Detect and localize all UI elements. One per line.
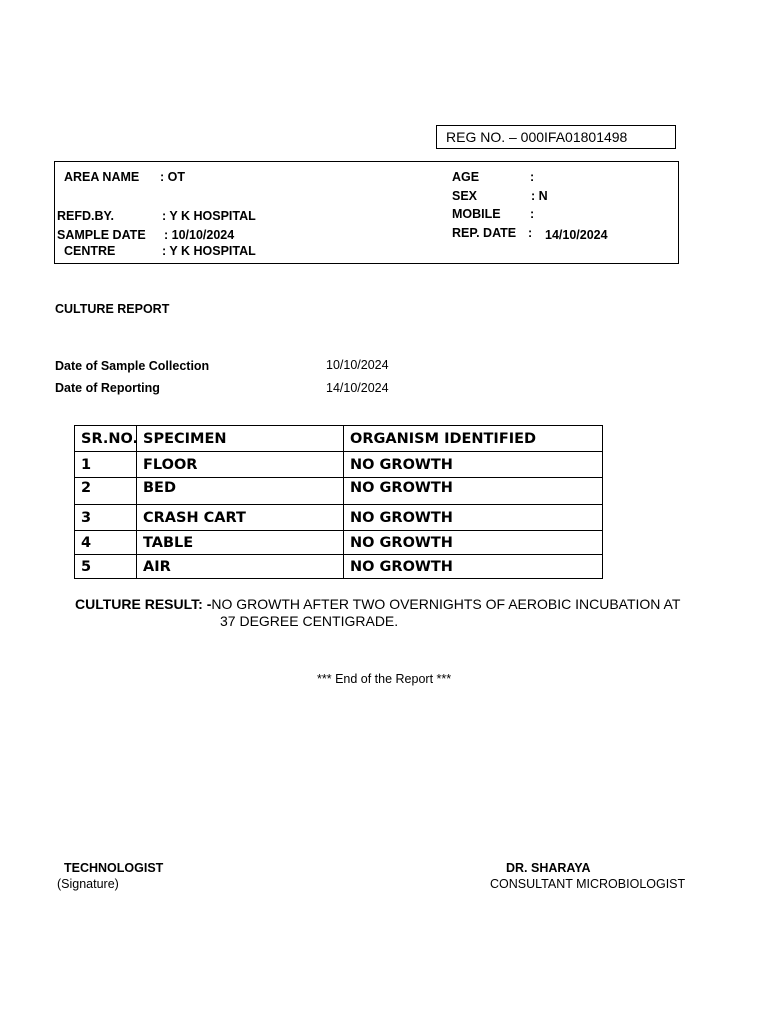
row-organism: NO GROWTH bbox=[344, 505, 603, 531]
table-row bbox=[75, 531, 603, 555]
area-name-label: AREA NAME bbox=[64, 170, 140, 184]
row-specimen: BED bbox=[137, 478, 344, 505]
row-specimen: AIR bbox=[137, 555, 344, 579]
culture-result-line2: 37 DEGREE CENTIGRADE. bbox=[220, 613, 399, 629]
culture-results-table bbox=[74, 425, 603, 579]
reporting-date-value: 14/10/2024 bbox=[326, 381, 389, 395]
rep-date-label: REP. DATE bbox=[452, 226, 517, 240]
culture-result-label: CULTURE RESULT: - bbox=[75, 596, 212, 612]
row-sr-no: 2 bbox=[75, 478, 137, 505]
row-sr-no: 3 bbox=[75, 505, 137, 531]
table-row bbox=[75, 452, 603, 478]
sample-date-value: : 10/10/2024 bbox=[164, 228, 235, 242]
row-specimen: FLOOR bbox=[137, 452, 344, 478]
report-title: CULTURE REPORT bbox=[55, 302, 170, 316]
patient-details-box bbox=[54, 161, 679, 264]
reporting-date-label: Date of Reporting bbox=[55, 381, 160, 395]
mobile-label: MOBILE bbox=[452, 207, 501, 221]
row-specimen: TABLE bbox=[137, 531, 344, 555]
table-row bbox=[75, 555, 603, 579]
row-organism: NO GROWTH bbox=[344, 478, 603, 505]
table-header-row bbox=[75, 426, 603, 452]
technologist-label: TECHNOLOGIST bbox=[64, 861, 164, 875]
doctor-title: CONSULTANT MICROBIOLOGIST bbox=[490, 877, 686, 891]
collection-date-label: Date of Sample Collection bbox=[55, 359, 210, 373]
refd-by-label: REFD.BY. bbox=[57, 209, 114, 223]
sex-value: : N bbox=[531, 189, 548, 203]
row-specimen: CRASH CART bbox=[137, 505, 344, 531]
row-sr-no: 4 bbox=[75, 531, 137, 555]
row-organism: NO GROWTH bbox=[344, 452, 603, 478]
signature-note: (Signature) bbox=[57, 877, 119, 891]
collection-date-value: 10/10/2024 bbox=[326, 358, 389, 372]
centre-value: : Y K HOSPITAL bbox=[162, 244, 256, 258]
centre-label: CENTRE bbox=[64, 244, 116, 258]
culture-result-line1: NO GROWTH AFTER TWO OVERNIGHTS OF AEROBIC INCUBATION AT bbox=[211, 596, 681, 612]
header-organism: ORGANISM IDENTIFIED bbox=[344, 426, 603, 452]
row-sr-no: 1 bbox=[75, 452, 137, 478]
registration-number: REG NO. – 000IFA01801498 bbox=[436, 125, 676, 149]
row-organism: NO GROWTH bbox=[344, 555, 603, 579]
header-specimen: SPECIMEN bbox=[137, 426, 344, 452]
sex-label: SEX bbox=[452, 189, 478, 203]
header-sr-no: SR.NO. bbox=[75, 426, 137, 452]
mobile-value: : bbox=[530, 207, 535, 221]
age-label: AGE bbox=[452, 170, 480, 184]
end-of-report: *** End of the Report *** bbox=[317, 672, 452, 686]
table-row bbox=[75, 478, 603, 505]
row-sr-no: 5 bbox=[75, 555, 137, 579]
doctor-name: DR. SHARAYA bbox=[506, 861, 591, 875]
refd-by-value: : Y K HOSPITAL bbox=[162, 209, 256, 223]
rep-date-value: 14/10/2024 bbox=[545, 228, 608, 242]
rep-date-colon: : bbox=[528, 226, 533, 240]
culture-result bbox=[75, 596, 680, 612]
sample-date-label: SAMPLE DATE bbox=[57, 228, 146, 242]
area-name-value: : OT bbox=[160, 170, 185, 184]
row-organism: NO GROWTH bbox=[344, 531, 603, 555]
table-row bbox=[75, 505, 603, 531]
age-value: : bbox=[530, 170, 535, 184]
